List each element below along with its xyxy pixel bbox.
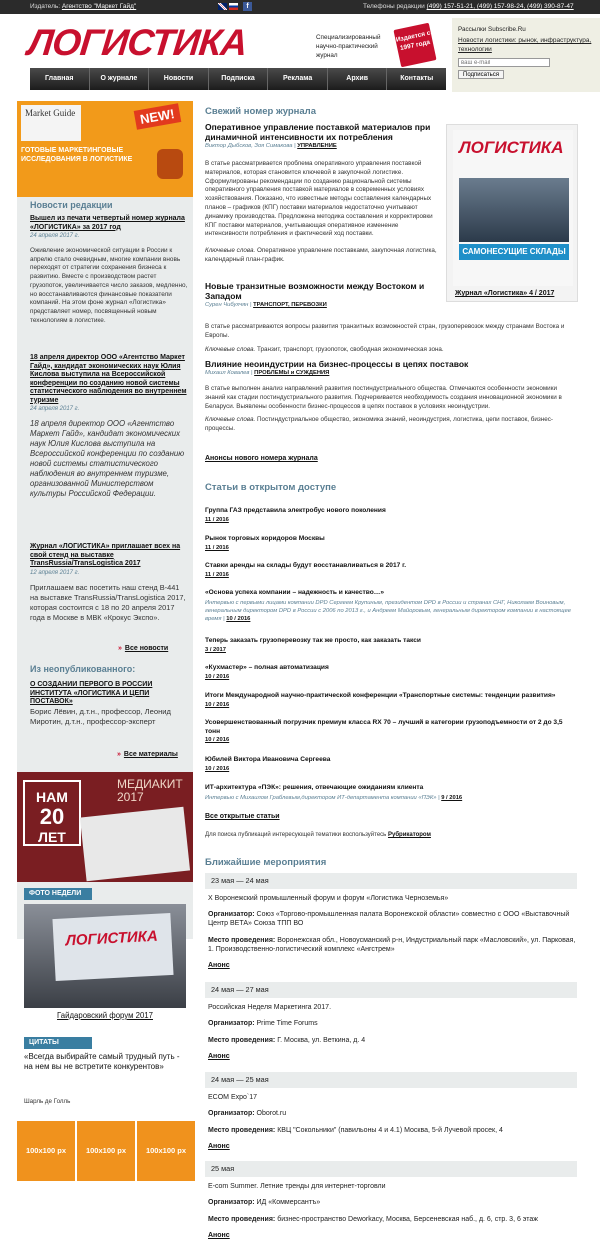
news-headline[interactable]: Журнал «ЛОГИСТИКА» приглашает всех на свой стенд на выставке TransRussia/TransLogistica 2017 — [30, 543, 181, 567]
venue-label: Место проведения: — [208, 937, 276, 944]
venue-value: КВЦ "Сокольники" (павильоны 4 и 4.1) Москва, 5-й Лучевой просек, 4 — [277, 1127, 503, 1134]
screen-logo: ЛОГИСТИКА — [65, 927, 159, 950]
email-input[interactable] — [458, 58, 550, 67]
unpublished-authors: Борис Лёвин, д.т.н., профессор, Леонид Миротин, д.т.н., профессор-эксперт — [30, 706, 171, 726]
quote-author: Шарль де Голль — [24, 1098, 71, 1105]
article-category[interactable]: УПРАВЛЕНИЕ — [297, 143, 337, 149]
quotes-title: ЦИТАТЫ — [24, 1037, 92, 1049]
language-switcher — [218, 3, 252, 17]
open-article — [205, 719, 577, 743]
open-article-headline[interactable]: Юбилей Виктора Ивановича Сергеева — [205, 756, 331, 763]
article-authors: Сурен Чибухчян — [205, 302, 249, 308]
venue-label: Место проведения: — [208, 1037, 276, 1044]
open-article-headline[interactable]: ИТ-архитектура «ПЭК»: решения, отвечающие ожиданиям клиента — [205, 784, 424, 791]
keywords-text: Постиндустриальное общество, экономика знаний, неоиндустрия, логистика, цепи поставок, бизнес-процессы. — [205, 416, 554, 433]
news-item — [30, 215, 188, 325]
publisher — [30, 0, 136, 14]
nav-advertising[interactable]: Реклама — [268, 68, 328, 90]
all-open-articles-link[interactable]: Все открытые статьи — [205, 813, 280, 820]
open-article-date[interactable]: 10 / 2016 — [205, 737, 230, 743]
open-article-sub-text: Интервью с Михаилом Граблевым,директором ИТ-департамента компании «ПЭК» — [205, 794, 437, 801]
event-name: ECOM Expo`17 — [208, 1094, 258, 1101]
open-article-date[interactable]: 10 / 2016 — [205, 765, 230, 772]
magazine-image — [80, 807, 190, 882]
open-article-headline[interactable]: Теперь заказать грузоперевозку так же просто, как заказать такси — [205, 637, 421, 644]
site-logo[interactable]: ЛОГИСТИКА — [25, 22, 249, 63]
venue-label: Место проведения: — [208, 1216, 276, 1223]
ad-slot[interactable]: 100x100 px — [77, 1121, 135, 1181]
market-guide-banner[interactable] — [17, 101, 193, 197]
open-article — [205, 784, 577, 802]
event-anons-link[interactable]: Анонс — [208, 962, 230, 969]
article-body: В статье рассматриваются вопросы развития транзитных возможностей стран, грузоперевозок между странами Востока и Европы. — [205, 323, 565, 339]
open-article-headline[interactable]: Итоги Международной научно-практической конференции «Транспортные системы: тенденции развития» — [205, 692, 556, 699]
top-bar — [0, 0, 600, 14]
unpublished-item — [30, 681, 188, 727]
event-date: 25 мая — [205, 1161, 577, 1177]
quote-text: «Всегда выбирайте самый трудный путь - на нем вы не встретите конкурентов» — [24, 1052, 180, 1071]
news-headline[interactable]: Вышел из печати четвертый номер журнала «ЛОГИСТИКА» за 2017 год — [30, 215, 185, 231]
article — [205, 359, 577, 434]
open-article — [205, 637, 577, 653]
photo-week-title: ФОТО НЕДЕЛИ — [24, 888, 92, 900]
article-text — [205, 317, 577, 354]
tagline: Специализированный научно-практический журнал — [316, 34, 381, 59]
years-number: 20 — [39, 804, 65, 829]
cover-logo: ЛОГИСТИКА — [459, 138, 564, 157]
venue-value: Г. Москва, ул. Веткина, д. 4 — [277, 1037, 366, 1044]
event-name: E-com Summer. Летние тренды для интернет-торговли — [208, 1183, 386, 1190]
event-venue — [205, 936, 577, 954]
open-article-headline[interactable]: Рынок торговых коридоров Москвы — [205, 535, 325, 542]
event-anons-link[interactable]: Анонс — [208, 1143, 230, 1150]
event — [205, 982, 577, 1060]
open-article-date[interactable]: 10 / 2016 — [226, 615, 251, 622]
publisher-link[interactable]: Агентство "Маркет Гайд" — [61, 3, 137, 10]
new-badge: NEW! — [134, 103, 181, 129]
article-keywords — [205, 416, 577, 434]
article-keywords — [205, 346, 577, 355]
nam-text: НАМ — [36, 789, 68, 805]
facebook-icon[interactable]: f — [243, 2, 252, 11]
organizer-value: Prime Time Forums — [256, 1020, 318, 1027]
event-venue — [205, 1215, 577, 1224]
all-news-label: Все новости — [124, 645, 169, 652]
all-materials-label: Все материалы — [123, 751, 178, 758]
unpublished-headline[interactable]: О СОЗДАНИИ ПЕРВОГО В РОССИИ ИНСТИТУТА «ЛОГИСТИКА И ЦЕПИ ПОСТАВОК» — [30, 681, 153, 705]
keywords-text: Транзит, транспорт, грузопоток, свободная экономическая зона. — [257, 345, 444, 353]
event-date: 24 мая — 25 мая — [205, 1072, 577, 1088]
open-article-headline[interactable]: Группа ГАЗ представила электробус нового поколения — [205, 507, 386, 514]
phones — [363, 0, 574, 14]
years-text: ЛЕТ — [38, 829, 66, 845]
venue-value: бизнес-пространство Deworkacy, Москва, Берсеневская наб., д. 6, стр. 3, 6 этаж — [277, 1216, 538, 1223]
since-1997-badge: Издается с 1997 года — [393, 23, 436, 68]
organizer-label: Организатор: — [208, 1020, 255, 1027]
article — [205, 281, 437, 308]
event — [205, 873, 577, 969]
warehouse-image — [459, 178, 569, 242]
event-name: Российская Неделя Маркетинга 2017. — [208, 1004, 332, 1011]
open-article-sub-text: Интервью с первыми лицами компании DPD Сергеем Крупиным, президентом DPD в России и странах СНГ, Николаем Воиновым, генеральным директором DPD в России с 2006 по 2013 г., и Андреем Майоровым, генеральным директором компании в настоящее время — [205, 599, 572, 622]
nav-contacts[interactable]: Контакты — [387, 68, 446, 90]
cover-image — [453, 130, 573, 286]
newsletter-box — [452, 18, 600, 92]
article-category[interactable]: ПРОБЛЕМЫ и СУЖДЕНИЯ — [254, 370, 330, 376]
events-title: Ближайшие мероприятия — [205, 857, 327, 868]
uk-flag-icon[interactable] — [218, 3, 227, 10]
event-anons-link[interactable]: Анонс — [208, 1232, 230, 1239]
all-news-link[interactable] — [118, 645, 168, 652]
fresh-issue-title: Свежий номер журнала — [205, 106, 316, 117]
newsletter-title: Рассылки Subscribe.Ru — [458, 26, 526, 33]
open-article — [205, 535, 577, 551]
news-body: Приглашаем вас посетить наш стенд В-441 на выставке TransRussia/TransLogistica 2017, которая состоится с 18 по 20 апреля 2017 года в Москве в МВК «Крокус Экспо». — [30, 582, 186, 622]
ru-flag-icon[interactable] — [229, 3, 238, 10]
article-meta: Михаил Ковалев | ПРОБЛЕМЫ и СУЖДЕНИЯ — [205, 370, 330, 376]
event-organizer — [205, 1019, 577, 1028]
news-item — [30, 354, 188, 499]
news-body: Оживление экономической ситуации в России к апрелю стало очевидным, многие компании вновь переходят от стратегии сохранения бизнеса к развитию. Вместе с производством растет грузопоток, увеличивается число заказов, медленно, но восстанавливаются финансовые показатели компаний. На этом фоне журнал «Логистика» представляет номер, посвященный новым технологиям в логистике. — [30, 247, 188, 324]
nav-home[interactable]: Главная — [30, 68, 90, 90]
open-article-headline[interactable]: Усовершенствованный погрузчик премиум класса RX 70 – лучший в категории грузоподъемности от 2 до 3,5 тонн — [205, 719, 563, 735]
issue-cover[interactable] — [446, 124, 578, 302]
rubricator-text: Для поиска публикаций интересующей тематики воспользуйтесь — [205, 832, 387, 838]
open-article-date[interactable]: 10 / 2016 — [205, 673, 230, 680]
article-headline[interactable]: Новые транзитные возможности между Востоком и Западом — [205, 281, 425, 301]
news-date: 12 апреля 2017 г. — [30, 569, 80, 576]
arrow-icon: » — [117, 751, 121, 758]
organizer-value: Союз «Торгово-промышленная палата Воронежской области» совместно с ООО «Выставочный Центр ВЕТА» Союза ТПП ВО — [208, 911, 570, 927]
event-organizer — [205, 1109, 577, 1118]
keywords-label: Ключевые слова. — [205, 416, 256, 424]
open-article — [205, 589, 577, 623]
phones-link[interactable]: (499) 157-51-21, (499) 157-98-24, (499) 390-87-47 — [426, 3, 574, 10]
venue-label: Место проведения: — [208, 1127, 276, 1134]
open-article-date[interactable]: 11 / 2016 — [205, 544, 229, 551]
event-venue — [205, 1126, 577, 1135]
article-headline[interactable]: Оперативное управление поставкой материалов при динамичной интенсивности их потребления — [205, 122, 431, 142]
market-guide-text: ГОТОВЫЕ МАРКЕТИНГОВЫЕ ИССЛЕДОВАНИЯ В ЛОГИСТИКЕ — [21, 147, 133, 163]
open-article — [205, 562, 577, 578]
open-article-subtitle: Интервью с первыми лицами компании DPD Сергеем Крупиным, президентом DPD в России и странах СНГ, Николаем Воиновым, генеральным директором DPD в России с 2006 по 2013 г., и Андреем Майоровым, генеральным директором компании в настоящее время | 10 / 2016 — [205, 599, 572, 622]
article-meta: Сурен Чибухчян | ТРАНСПОРТ, ПЕРЕВОЗКИ — [205, 302, 327, 308]
article — [205, 122, 437, 265]
open-article-headline[interactable]: «Кухмастер» – полная автоматизация — [205, 664, 329, 671]
cover-banner: САМОНЕСУЩИЕ СКЛАДЫ — [459, 244, 569, 260]
news-body: 18 апреля директор ООО «Агентство Маркет Гайд», кандидат экономических наук Юлия Кислова выступила на Всероссийской конференции по созданию новой системы статистического наблюдения во внутреннем туризме, организованной Министерством культуры Российской Федерации. — [30, 419, 185, 498]
phones-label: Телефоны редакции — [363, 3, 425, 10]
ad-slot[interactable]: 100x100 px — [17, 1121, 75, 1181]
news-headline[interactable]: 18 апреля директор ООО «Агентство Маркет Гайд», кандидат экономических наук Юлия Кислова выступила на Всероссийской конференции по созданию новой системы статистического наблюдения во внутреннем туризме — [30, 354, 187, 404]
open-article-subtitle: Интервью с Михаилом Граблевым,директором ИТ-департамента компании «ПЭК» | 9 / 2016 — [205, 794, 463, 801]
event-name: X Воронежский промышленный форум и форум «Логистика Черноземья» — [208, 895, 449, 902]
open-article — [205, 507, 577, 523]
editor-news-title: Новости редакции — [30, 200, 113, 210]
ad-slot[interactable]: 100x100 px — [137, 1121, 195, 1181]
keywords-text: Оперативное управление поставками, закупочная логистика, календарный план-график. — [205, 247, 437, 263]
market-guide-title: Market Guide — [21, 105, 81, 141]
nav-subscription[interactable]: Подписка — [209, 68, 269, 90]
article-body: В статье выполнен анализ направлений развития постиндустриального общества. Отмечаются особенности экономики знаний как стадии постиндустриального развития. Подчеркивается необходимость создания инновационной экономики в Беларуси. Выявлены особенности бизнес-процессов в цепях поставок в условиях неоиндустрии. — [205, 385, 562, 410]
organizer-value: ИД «Коммерсантъ» — [256, 1199, 321, 1206]
unpublished-title: Из неопубликованного: — [30, 664, 136, 674]
nav-news[interactable]: Новости — [149, 68, 209, 90]
event-venue — [205, 1036, 577, 1045]
open-article-headline[interactable]: «Основа успеха компании – надежность и качество…» — [205, 589, 384, 596]
stage-screen — [52, 913, 173, 981]
article-meta: Виктор Дыбсков, Зоя Симакова | УПРАВЛЕНИЕ — [205, 143, 337, 149]
open-article-date[interactable]: 11 / 2016 — [205, 516, 229, 523]
open-article-date[interactable]: 11 / 2016 — [205, 571, 229, 578]
keywords-label: Ключевые слова. — [205, 345, 256, 353]
photo-week-image[interactable] — [24, 904, 186, 1008]
arrow-icon: » — [118, 645, 122, 652]
subscribe-button[interactable]: Подписаться — [458, 70, 504, 79]
open-article — [205, 664, 577, 680]
rubricator-link[interactable]: Рубрикатором — [387, 832, 431, 838]
nav-archive[interactable]: Архив — [328, 68, 388, 90]
open-article — [205, 692, 577, 708]
article-body: В статье рассматривается проблема оперативного управления поставкой материалов, которая становится ключевой в закупочной логистике. Сформулированы рекомендации по созданию рациональной системы оперативного управления поставкой материалов в современных условиях хозяйствования. Показано, что известные методы составления календарных планов – графиков (КПГ) поставки материалов недостаточно учитывают динамику производства. Предложена методика составления и корректировки КПГ поставки материалов, учитывающая оперативное изменение интенсивности потребления и фактический ход поставки. — [205, 160, 433, 238]
news-date: 24 апреля 2017 г. — [30, 233, 80, 239]
main-nav — [30, 68, 446, 90]
nav-about[interactable]: О журнале — [90, 68, 150, 90]
keywords-label: Ключевые слова. — [205, 247, 256, 255]
cover-caption[interactable]: Журнал «Логистика» 4 / 2017 — [455, 290, 555, 297]
open-article-date[interactable]: 9 / 2016 — [441, 794, 463, 801]
event-organizer — [205, 1198, 577, 1207]
event-date: 24 мая — 27 мая — [205, 982, 577, 998]
hand-pointer-icon — [157, 149, 183, 179]
event — [205, 1072, 577, 1150]
organizer-value: Oborot.ru — [256, 1110, 287, 1117]
open-article-date[interactable]: 3 / 2017 — [205, 646, 226, 653]
open-access-title: Статьи в открытом доступе — [205, 482, 337, 493]
photo-week-caption[interactable]: Гайдаровский форум 2017 — [57, 1011, 153, 1020]
event-anons-link[interactable]: Анонс — [208, 1053, 230, 1060]
article-category[interactable]: ТРАНСПОРТ, ПЕРЕВОЗКИ — [253, 302, 327, 308]
news-date: 24 апреля 2017 г. — [30, 406, 80, 412]
mediakit-title: МЕДИАКИТ 2017 — [117, 777, 183, 804]
anniversary-box — [23, 780, 81, 846]
event-date: 23 мая — 24 мая — [205, 873, 577, 889]
event-organizer — [205, 910, 577, 928]
news-item — [30, 543, 188, 623]
publisher-label: Издатель: — [30, 3, 61, 10]
organizer-label: Организатор: — [208, 1199, 255, 1206]
announcements-link[interactable]: Анонсы нового номера журнала — [205, 455, 318, 462]
rubricator-note — [205, 832, 431, 838]
open-article — [205, 756, 577, 772]
mediakit-banner[interactable] — [17, 772, 193, 882]
all-materials-link[interactable] — [117, 751, 178, 758]
article-headline[interactable]: Влияние неоиндустрии на бизнес-процессы в цепях поставок — [205, 359, 469, 369]
organizer-label: Организатор: — [208, 1110, 255, 1117]
organizer-label: Организатор: — [208, 911, 255, 918]
article-keywords — [205, 247, 437, 265]
venue-value: Воронежская обл., Новоусманский р-н, Индустриальный парк «Масловский», ул. Парковая, 1. Производственно-логистический комплекс «Ангстрем» — [208, 937, 576, 953]
newsletter-link[interactable]: Новости логистики: рынок, инфраструктура, технологии — [458, 37, 592, 53]
article-authors: Михаил Ковалев — [205, 370, 250, 376]
open-article-date[interactable]: 10 / 2016 — [205, 701, 230, 708]
article-authors: Виктор Дыбсков, Зоя Симакова — [205, 143, 293, 149]
event — [205, 1161, 577, 1239]
open-article-headline[interactable]: Ставки аренды на склады будут восстанавливаться в 2017 г. — [205, 562, 407, 569]
